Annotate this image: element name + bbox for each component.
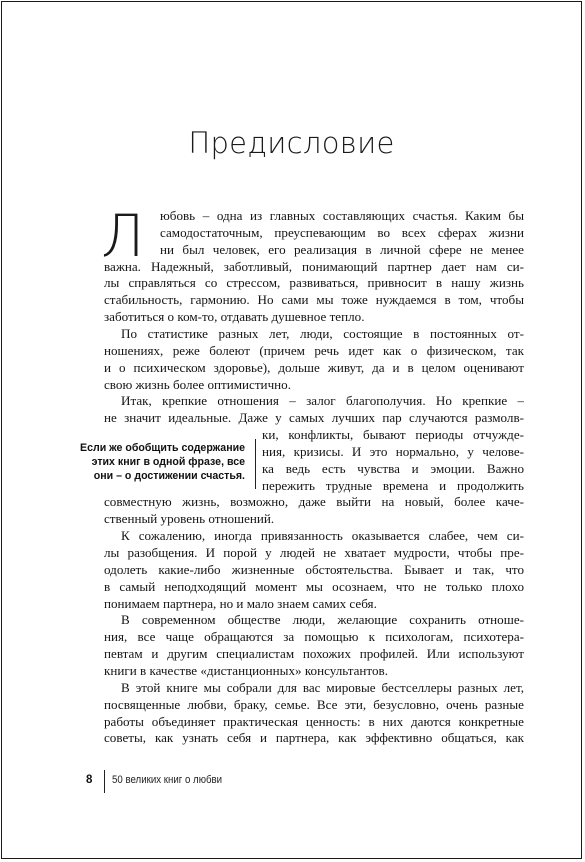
body-line: важна. Надежный, заботливый, понимающий партнер дает нам си- [104,259,524,274]
pull-quote-rule [255,439,256,489]
pull-quote-line: этих книг в одной фразе, все [91,456,245,468]
body-line: В этой книге мы собрали для вас мировые бестселлеры разных лет, [121,680,524,695]
body-line: Итак, крепкие отношения – залог благополучия. Но крепкие – [121,393,524,408]
body-line: в самый неподходящий момент мы осознаем, что не только плохо [104,579,524,594]
body-line: ственный уровень отношений. [104,511,275,526]
body-line: советы, как узнать себя и партнера, как эффективно общаться, как [104,730,524,745]
body-line: ни был человек, его реализация в личной сфере не менее [160,242,524,257]
pull-quote-line: они – о достижении счастья. [93,470,245,482]
chapter-title: Предисловие [188,126,395,160]
body-line: ки, конфликты, бывают периоды отчужде- [262,427,524,442]
body-line: и о психическом здоровье), дольше живут, да и в целом оценивают [104,360,524,375]
running-title: 50 великих книг о любви [112,774,223,786]
body-line: понимаем партнера, но и мало знаем самих себя. [104,596,377,611]
body-line: ношениях, реже болеют (причем речь идет как о физическом, так [104,343,524,358]
body-line: книги в качестве «дистанционных» консультантов. [104,663,388,678]
body-line: По статистике разных лет, люди, состоящие в постоянных от- [121,326,524,341]
book-page [1,1,582,859]
body-line: одолеть какие-либо жизненные обстоятельства. Бывает и так, что [104,562,524,577]
body-line: лы разобщения. И порой у людей не хватает мудрости, чтобы пре- [104,545,524,560]
body-line: пережить трудные времена и продолжить [262,478,524,493]
body-line: лы справляться со стрессом, развиваться, привносит в нашу жизнь [104,275,524,290]
body-line: стабильность, гармонию. Но сами мы тоже нуждаемся в том, чтобы [104,292,524,307]
pull-quote [26,441,245,483]
body-line: совместную жизнь, возможно, даже выйти на новый, более каче- [104,494,524,509]
pull-quote-line: Если же обобщить содержание [80,442,245,454]
body-line: ния, все чаще обращаются за помощью к психологам, психотера- [104,629,524,644]
body-line: посвященные любви, браку, семье. Все эти, безусловно, очень разные [104,697,524,712]
body-line: работы объединяет практическая ценность: в них даются конкретные [104,714,524,729]
drop-cap: Л [101,202,145,270]
footer-divider [104,770,105,793]
body-line: певтам и другим специалистам похожих профилей. Или используют [104,646,524,661]
body-line: заботиться о ком-то, отдавать душевное тепло. [104,309,365,324]
body-line: самодостаточным, преуспевающим во всех сферах жизни [160,225,524,240]
body-line: ка ведь есть чувства и эмоции. Важно [262,461,524,476]
body-line: К сожалению, иногда привязанность оказывается слабее, чем си- [121,528,524,543]
body-line: свою жизнь более оптимистично. [104,377,291,392]
body-line: не значит идеальные. Даже у самых лучших пар случаются размолв- [104,410,524,425]
body-line: юбовь – одна из главных составляющих счастья. Каким бы [160,208,524,223]
page-number: 8 [86,774,93,786]
body-line: ния, кризисы. И это нормально, у челове- [262,444,524,459]
body-line: В современном обществе люди, желающие сохранить отноше- [121,612,524,627]
